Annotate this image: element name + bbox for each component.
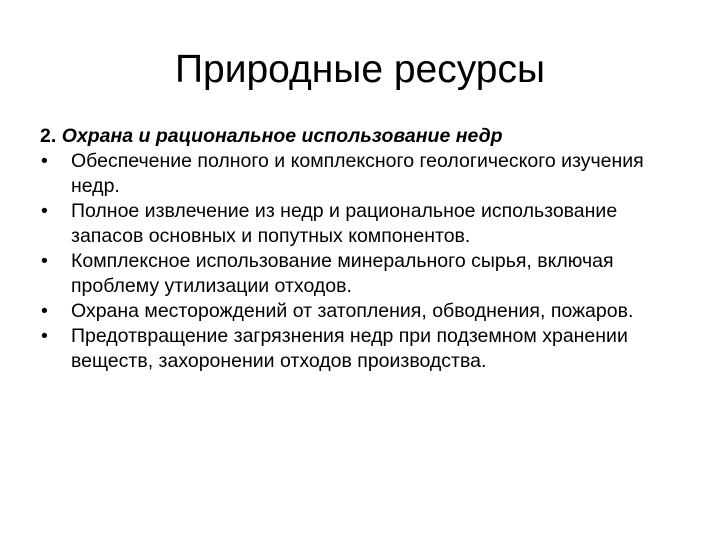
bullet-item xyxy=(40,249,690,299)
bullet-item xyxy=(40,149,690,199)
bullet-text: Обеспечение полного и комплексного геологического изучения недр. xyxy=(71,150,644,197)
slide-title: Природные ресурсы xyxy=(174,48,546,91)
section-subheading xyxy=(40,124,690,149)
bullet-item xyxy=(40,299,690,324)
section-heading-text: Охрана и рациональное использование недр xyxy=(61,125,503,147)
bullet-icon: • xyxy=(41,300,48,322)
bullet-item xyxy=(40,199,690,249)
bullet-item xyxy=(40,324,690,374)
bullet-icon: • xyxy=(41,250,48,272)
bullet-text: Комплексное использование минерального сырья, включая проблему утилизации отходов. xyxy=(71,250,614,297)
slide-content xyxy=(40,124,690,374)
bullet-icon: • xyxy=(41,150,48,172)
bullet-icon: • xyxy=(41,325,48,347)
bullet-list xyxy=(40,149,690,374)
section-number: 2. xyxy=(40,125,57,147)
bullet-text: Охрана месторождений от затопления, обводнения, пожаров. xyxy=(71,300,634,322)
bullet-text: Полное извлечение из недр и рациональное использование запасов основных и попутных компонентов. xyxy=(71,200,618,247)
bullet-icon: • xyxy=(41,200,48,222)
bullet-text: Предотвращение загрязнения недр при подземном хранении веществ, захоронении отходов производства. xyxy=(71,325,628,372)
